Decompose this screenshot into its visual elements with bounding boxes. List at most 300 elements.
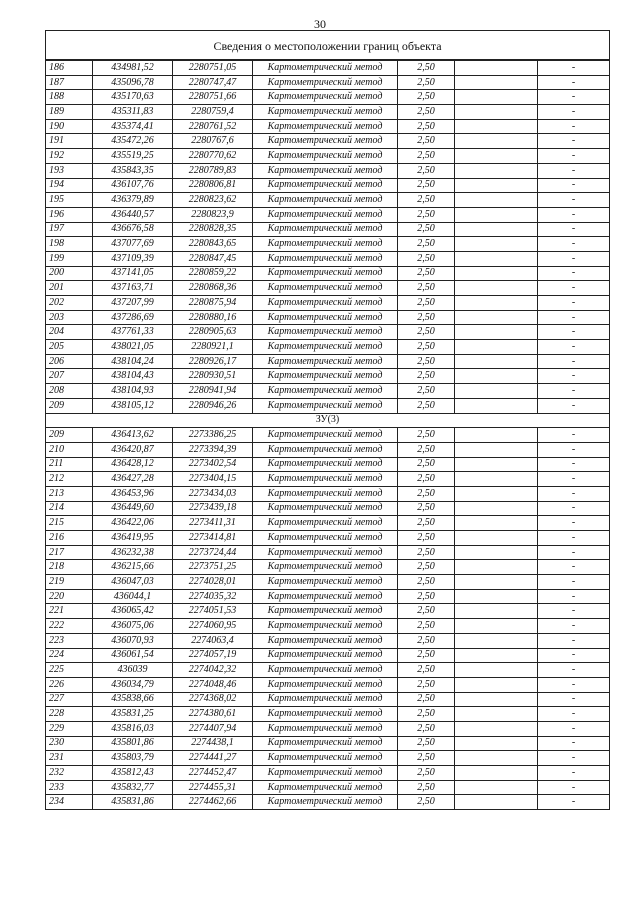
point-number: 221 (46, 604, 93, 619)
coord-x: 435803,79 (93, 751, 173, 766)
coord-x: 436420,87 (93, 442, 173, 457)
method-cell: Картометрический метод (253, 149, 398, 164)
boundary-sheet (45, 30, 610, 810)
method-cell: Картометрический метод (253, 178, 398, 193)
precision-cell: 2,50 (398, 61, 455, 76)
coord-y: 2274368,02 (173, 692, 253, 707)
table-row (46, 516, 610, 531)
empty-cell (455, 193, 538, 208)
coord-x: 437286,69 (93, 310, 173, 325)
method-cell: Картометрический метод (253, 398, 398, 413)
dash-cell: - (538, 90, 610, 105)
coord-y: 2280941,94 (173, 384, 253, 399)
dash-cell: - (538, 163, 610, 178)
precision-cell: 2,50 (398, 369, 455, 384)
method-cell: Картометрический метод (253, 619, 398, 634)
coord-y: 2273439,18 (173, 501, 253, 516)
table-row (46, 560, 610, 575)
page-number: 30 (314, 17, 326, 31)
table-row (46, 119, 610, 134)
precision-cell: 2,50 (398, 486, 455, 501)
method-cell: Картометрический метод (253, 105, 398, 120)
empty-cell (455, 721, 538, 736)
precision-cell: 2,50 (398, 105, 455, 120)
table-row (46, 296, 610, 311)
coord-y: 2280761,52 (173, 119, 253, 134)
table-row (46, 384, 610, 399)
empty-cell (455, 281, 538, 296)
method-cell: Картометрический метод (253, 545, 398, 560)
table-row (46, 648, 610, 663)
table-row (46, 207, 610, 222)
table-row (46, 486, 610, 501)
method-cell: Картометрический метод (253, 61, 398, 76)
precision-cell: 2,50 (398, 531, 455, 546)
coord-y: 2280823,9 (173, 207, 253, 222)
empty-cell (455, 340, 538, 355)
table-row (46, 736, 610, 751)
point-number: 216 (46, 531, 93, 546)
point-number: 220 (46, 589, 93, 604)
point-number: 189 (46, 105, 93, 120)
table-row (46, 707, 610, 722)
coord-y: 2274063,4 (173, 633, 253, 648)
coord-x: 438104,93 (93, 384, 173, 399)
method-cell: Картометрический метод (253, 369, 398, 384)
coord-x: 437163,71 (93, 281, 173, 296)
coord-x: 436232,38 (93, 545, 173, 560)
empty-cell (455, 619, 538, 634)
precision-cell: 2,50 (398, 193, 455, 208)
coord-y: 2273411,31 (173, 516, 253, 531)
dash-cell: - (538, 134, 610, 149)
table-row (46, 193, 610, 208)
precision-cell: 2,50 (398, 516, 455, 531)
precision-cell: 2,50 (398, 633, 455, 648)
point-number: 208 (46, 384, 93, 399)
dash-cell: - (538, 545, 610, 560)
table-row (46, 633, 610, 648)
coord-x: 435838,66 (93, 692, 173, 707)
coord-x: 435801,86 (93, 736, 173, 751)
coord-x: 438105,12 (93, 398, 173, 413)
precision-cell: 2,50 (398, 119, 455, 134)
method-cell: Картометрический метод (253, 486, 398, 501)
empty-cell (455, 795, 538, 810)
empty-cell (455, 575, 538, 590)
dash-cell: - (538, 766, 610, 781)
table-row (46, 251, 610, 266)
point-number: 229 (46, 721, 93, 736)
dash-cell: - (538, 751, 610, 766)
table-row (46, 692, 610, 707)
empty-cell (455, 354, 538, 369)
empty-cell (455, 237, 538, 252)
dash-cell: - (538, 266, 610, 281)
coord-x: 436449,60 (93, 501, 173, 516)
coord-x: 436428,12 (93, 457, 173, 472)
coord-y: 2274455,31 (173, 780, 253, 795)
table-row (46, 442, 610, 457)
coord-y: 2280747,47 (173, 75, 253, 90)
precision-cell: 2,50 (398, 751, 455, 766)
point-number: 193 (46, 163, 93, 178)
table-row (46, 281, 610, 296)
point-number: 186 (46, 61, 93, 76)
empty-cell (455, 90, 538, 105)
dash-cell: - (538, 354, 610, 369)
precision-cell: 2,50 (398, 707, 455, 722)
empty-cell (455, 780, 538, 795)
dash-cell: - (538, 178, 610, 193)
empty-cell (455, 398, 538, 413)
precision-cell: 2,50 (398, 178, 455, 193)
empty-cell (455, 589, 538, 604)
empty-cell (455, 545, 538, 560)
method-cell: Картометрический метод (253, 604, 398, 619)
coord-x: 436075,06 (93, 619, 173, 634)
empty-cell (455, 163, 538, 178)
table-row (46, 795, 610, 810)
coord-y: 2274452,47 (173, 766, 253, 781)
coord-y: 2280843,65 (173, 237, 253, 252)
dash-cell: - (538, 296, 610, 311)
precision-cell: 2,50 (398, 354, 455, 369)
precision-cell: 2,50 (398, 692, 455, 707)
method-cell: Картометрический метод (253, 721, 398, 736)
table-row (46, 604, 610, 619)
coord-y: 2280921,1 (173, 340, 253, 355)
coord-y: 2280751,66 (173, 90, 253, 105)
method-cell: Картометрический метод (253, 354, 398, 369)
method-cell: Картометрический метод (253, 677, 398, 692)
precision-cell: 2,50 (398, 134, 455, 149)
empty-cell (455, 222, 538, 237)
dash-cell: - (538, 486, 610, 501)
precision-cell: 2,50 (398, 677, 455, 692)
table-row (46, 501, 610, 516)
method-cell: Картометрический метод (253, 633, 398, 648)
coord-x: 435472,26 (93, 134, 173, 149)
coord-y: 2274048,46 (173, 677, 253, 692)
table-row (46, 163, 610, 178)
coord-x: 438104,43 (93, 369, 173, 384)
coord-x: 436453,96 (93, 486, 173, 501)
coord-y: 2274462,66 (173, 795, 253, 810)
dash-cell: - (538, 589, 610, 604)
dash-cell: - (538, 281, 610, 296)
table-row (46, 589, 610, 604)
method-cell: Картометрический метод (253, 325, 398, 340)
table-row (46, 457, 610, 472)
table-row (46, 780, 610, 795)
table-row (46, 340, 610, 355)
precision-cell: 2,50 (398, 296, 455, 311)
coord-x: 438021,05 (93, 340, 173, 355)
precision-cell: 2,50 (398, 384, 455, 399)
dash-cell: - (538, 619, 610, 634)
dash-cell: - (538, 222, 610, 237)
point-number: 205 (46, 340, 93, 355)
coord-x: 437207,99 (93, 296, 173, 311)
coord-x: 436413,62 (93, 428, 173, 443)
method-cell: Картометрический метод (253, 648, 398, 663)
empty-cell (455, 325, 538, 340)
table-row (46, 90, 610, 105)
point-number: 214 (46, 501, 93, 516)
coord-x: 436044,1 (93, 589, 173, 604)
point-number: 224 (46, 648, 93, 663)
method-cell: Картометрический метод (253, 296, 398, 311)
precision-cell: 2,50 (398, 340, 455, 355)
empty-cell (455, 207, 538, 222)
precision-cell: 2,50 (398, 428, 455, 443)
precision-cell: 2,50 (398, 795, 455, 810)
coord-x: 435519,25 (93, 149, 173, 164)
method-cell: Картометрический метод (253, 90, 398, 105)
point-number: 190 (46, 119, 93, 134)
dash-cell: - (538, 310, 610, 325)
dash-cell: - (538, 516, 610, 531)
coord-y: 2280751,05 (173, 61, 253, 76)
precision-cell: 2,50 (398, 222, 455, 237)
coord-y: 2273402,54 (173, 457, 253, 472)
dash-cell: - (538, 75, 610, 90)
empty-cell (455, 75, 538, 90)
coord-y: 2274441,27 (173, 751, 253, 766)
point-number: 210 (46, 442, 93, 457)
point-number: 196 (46, 207, 93, 222)
coord-x: 436107,76 (93, 178, 173, 193)
point-number: 226 (46, 677, 93, 692)
point-number: 234 (46, 795, 93, 810)
precision-cell: 2,50 (398, 149, 455, 164)
method-cell: Картометрический метод (253, 531, 398, 546)
table-row (46, 751, 610, 766)
coord-y: 2280770,62 (173, 149, 253, 164)
table-row (46, 105, 610, 120)
empty-cell (455, 663, 538, 678)
point-number: 231 (46, 751, 93, 766)
point-number: 217 (46, 545, 93, 560)
table-row (46, 545, 610, 560)
point-number: 225 (46, 663, 93, 678)
table-row (46, 619, 610, 634)
table-row (46, 134, 610, 149)
coord-x: 438104,24 (93, 354, 173, 369)
coord-y: 2274057,19 (173, 648, 253, 663)
coord-y: 2274051,53 (173, 604, 253, 619)
coord-x: 436215,66 (93, 560, 173, 575)
method-cell: Картометрический метод (253, 193, 398, 208)
coord-y: 2280905,63 (173, 325, 253, 340)
method-cell: Картометрический метод (253, 207, 398, 222)
empty-cell (455, 134, 538, 149)
precision-cell: 2,50 (398, 398, 455, 413)
dash-cell: - (538, 149, 610, 164)
table-row (46, 237, 610, 252)
coord-x: 436422,06 (93, 516, 173, 531)
point-number: 191 (46, 134, 93, 149)
coord-y: 2280828,35 (173, 222, 253, 237)
precision-cell: 2,50 (398, 501, 455, 516)
coord-x: 436047,03 (93, 575, 173, 590)
empty-cell (455, 310, 538, 325)
point-number: 213 (46, 486, 93, 501)
coord-y: 2280880,16 (173, 310, 253, 325)
method-cell: Картометрический метод (253, 516, 398, 531)
dash-cell: - (538, 648, 610, 663)
coord-y: 2280767,6 (173, 134, 253, 149)
dash-cell: - (538, 677, 610, 692)
empty-cell (455, 766, 538, 781)
point-number: 233 (46, 780, 93, 795)
table-row (46, 428, 610, 443)
point-number: 203 (46, 310, 93, 325)
empty-cell (455, 472, 538, 487)
coord-x: 435816,03 (93, 721, 173, 736)
coord-x: 437109,39 (93, 251, 173, 266)
table-row (46, 310, 610, 325)
dash-cell: - (538, 325, 610, 340)
empty-cell (455, 178, 538, 193)
section-header-row (46, 413, 610, 428)
point-number: 204 (46, 325, 93, 340)
method-cell: Картометрический метод (253, 560, 398, 575)
empty-cell (455, 516, 538, 531)
empty-cell (455, 486, 538, 501)
point-number: 228 (46, 707, 93, 722)
dash-cell: - (538, 780, 610, 795)
table-row (46, 472, 610, 487)
point-number: 211 (46, 457, 93, 472)
coord-x: 436676,58 (93, 222, 173, 237)
table-row (46, 354, 610, 369)
coordinates-table (45, 60, 610, 810)
precision-cell: 2,50 (398, 780, 455, 795)
point-number: 195 (46, 193, 93, 208)
point-number: 188 (46, 90, 93, 105)
empty-cell (455, 457, 538, 472)
coord-x: 435831,25 (93, 707, 173, 722)
method-cell: Картометрический метод (253, 340, 398, 355)
point-number: 222 (46, 619, 93, 634)
precision-cell: 2,50 (398, 457, 455, 472)
dash-cell: - (538, 604, 610, 619)
coord-x: 436034,79 (93, 677, 173, 692)
method-cell: Картометрический метод (253, 266, 398, 281)
table-row (46, 266, 610, 281)
method-cell: Картометрический метод (253, 692, 398, 707)
coord-y: 2280789,83 (173, 163, 253, 178)
method-cell: Картометрический метод (253, 237, 398, 252)
coord-y: 2280875,94 (173, 296, 253, 311)
precision-cell: 2,50 (398, 472, 455, 487)
table-row (46, 721, 610, 736)
precision-cell: 2,50 (398, 575, 455, 590)
coord-x: 435832,77 (93, 780, 173, 795)
point-number: 201 (46, 281, 93, 296)
dash-cell: - (538, 442, 610, 457)
dash-cell: - (538, 398, 610, 413)
point-number: 227 (46, 692, 93, 707)
coord-x: 435170,63 (93, 90, 173, 105)
coord-x: 436070,93 (93, 633, 173, 648)
method-cell: Картометрический метод (253, 472, 398, 487)
coord-x: 435843,35 (93, 163, 173, 178)
method-cell: Картометрический метод (253, 751, 398, 766)
precision-cell: 2,50 (398, 251, 455, 266)
table-row (46, 677, 610, 692)
table-row (46, 149, 610, 164)
table-row (46, 61, 610, 76)
point-number: 209 (46, 428, 93, 443)
coord-x: 436419,95 (93, 531, 173, 546)
coord-y: 2273414,81 (173, 531, 253, 546)
point-number: 223 (46, 633, 93, 648)
dash-cell: - (538, 428, 610, 443)
precision-cell: 2,50 (398, 736, 455, 751)
precision-cell: 2,50 (398, 266, 455, 281)
method-cell: Картометрический метод (253, 428, 398, 443)
point-number: 192 (46, 149, 93, 164)
table-row (46, 178, 610, 193)
empty-cell (455, 501, 538, 516)
coord-y: 2273434,03 (173, 486, 253, 501)
point-number: 230 (46, 736, 93, 751)
coord-x: 435096,78 (93, 75, 173, 90)
dash-cell: - (538, 663, 610, 678)
method-cell: Картометрический метод (253, 736, 398, 751)
empty-cell (455, 369, 538, 384)
method-cell: Картометрический метод (253, 795, 398, 810)
empty-cell (455, 61, 538, 76)
coord-y: 2280823,62 (173, 193, 253, 208)
dash-cell: - (538, 105, 610, 120)
precision-cell: 2,50 (398, 442, 455, 457)
table-row (46, 663, 610, 678)
dash-cell: - (538, 633, 610, 648)
dash-cell: - (538, 736, 610, 751)
coord-x: 435374,41 (93, 119, 173, 134)
precision-cell: 2,50 (398, 766, 455, 781)
coord-y: 2274380,61 (173, 707, 253, 722)
coord-y: 2273394,39 (173, 442, 253, 457)
coord-y: 2274407,94 (173, 721, 253, 736)
dash-cell: - (538, 721, 610, 736)
dash-cell: - (538, 707, 610, 722)
point-number: 215 (46, 516, 93, 531)
precision-cell: 2,50 (398, 325, 455, 340)
dash-cell: - (538, 207, 610, 222)
table-row (46, 325, 610, 340)
dash-cell: - (538, 457, 610, 472)
point-number: 209 (46, 398, 93, 413)
empty-cell (455, 296, 538, 311)
coord-x: 436440,57 (93, 207, 173, 222)
dash-cell: - (538, 369, 610, 384)
dash-cell: - (538, 119, 610, 134)
coord-y: 2280930,51 (173, 369, 253, 384)
precision-cell: 2,50 (398, 207, 455, 222)
coord-x: 435812,43 (93, 766, 173, 781)
coord-x: 436379,89 (93, 193, 173, 208)
table-row (46, 766, 610, 781)
coord-y: 2280806,81 (173, 178, 253, 193)
table-row (46, 398, 610, 413)
method-cell: Картометрический метод (253, 663, 398, 678)
coord-y: 2280868,36 (173, 281, 253, 296)
